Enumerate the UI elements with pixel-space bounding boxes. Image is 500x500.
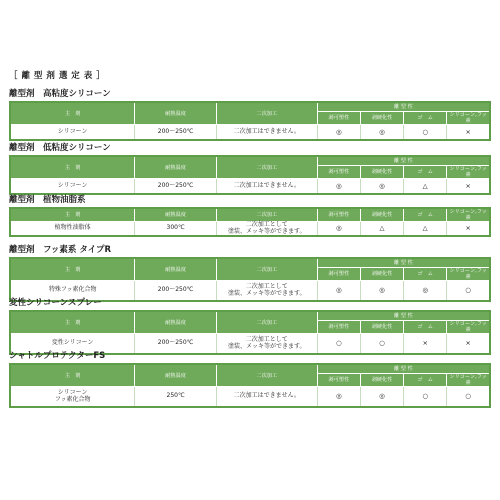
- col-temp: 耐熱温度: [135, 364, 217, 387]
- col-release-sub: 剥硬化性: [360, 268, 403, 281]
- spec-table: [9, 155, 491, 195]
- col-release-sub: 剥可塑性: [317, 112, 360, 125]
- mark-cell: ×: [447, 334, 490, 355]
- mark-cell: ×: [447, 222, 490, 237]
- mark-cell: ○: [317, 334, 360, 355]
- col-release-sub: 剥可塑性: [317, 321, 360, 334]
- base-cell: 特殊フッ素化合物: [10, 281, 135, 302]
- mark-cell: ◎: [317, 281, 360, 302]
- col-release-sub: 剥硬化性: [360, 112, 403, 125]
- mark-cell: ×: [404, 334, 447, 355]
- section-shuttle-protector-fs: [9, 349, 491, 408]
- mark-cell: ◎: [317, 222, 360, 237]
- col-base: 主 剤: [10, 208, 135, 222]
- section-heading: 離型剤 植物油脂系: [9, 195, 86, 205]
- table-row: [10, 387, 490, 408]
- col-base: 主 剤: [10, 156, 135, 179]
- section-fluorine-type-r: [9, 243, 491, 302]
- base-line: フッ素化合物: [54, 395, 91, 403]
- col-base: 主 剤: [10, 364, 135, 387]
- base-cell: シリコーン: [10, 179, 135, 195]
- col-release-sub: シリコーン,フッ素: [447, 321, 490, 334]
- col-release-sub: ゴ ム: [404, 321, 447, 334]
- col-release-group: 離 型 性: [317, 311, 490, 321]
- base-cell: [10, 387, 135, 408]
- header-row: [10, 258, 490, 268]
- section-heading: 離型剤 フッ素系 タイプR: [9, 245, 111, 255]
- secondary-line: 二次加工として: [245, 283, 288, 290]
- col-release-group: 離 型 性: [317, 258, 490, 268]
- spec-table: [9, 363, 491, 408]
- mark-cell: △: [404, 222, 447, 237]
- col-release-sub: 剥可塑性: [317, 268, 360, 281]
- col-release-group: 離 型 性: [317, 156, 490, 166]
- secondary-cell: 二次加工はできません。: [216, 179, 317, 195]
- secondary-cell: 二次加工はできません。: [216, 125, 317, 141]
- mark-cell: ◎: [360, 387, 403, 408]
- mark-cell: ◎: [360, 281, 403, 302]
- secondary-line: 塗装、メッキ等ができます。: [228, 342, 306, 350]
- col-release-group: 離 型 性: [317, 102, 490, 112]
- section-heading: シャトルプロテクターFS: [9, 351, 106, 361]
- temp-cell: 200～250℃: [135, 125, 217, 141]
- page-title: ［ 離 型 剤 選 定 表 ］: [9, 71, 106, 81]
- mark-cell: ◎: [360, 125, 403, 141]
- col-secondary: 二次加工: [216, 364, 317, 387]
- mark-cell: ◎: [317, 125, 360, 141]
- section-heading: 変性シリコーンスプレー: [9, 298, 102, 308]
- mark-cell: ○: [447, 387, 490, 408]
- secondary-line: 塗装、メッキ等ができます。: [228, 227, 306, 235]
- secondary-line: 二次加工として: [245, 221, 288, 228]
- mark-cell: ○: [360, 334, 403, 355]
- temp-cell: 200～250℃: [135, 179, 217, 195]
- secondary-line: 塗装、メッキ等ができます。: [228, 289, 306, 297]
- col-release-sub: ゴ ム: [404, 268, 447, 281]
- mark-cell: ◎: [360, 179, 403, 195]
- header-row: [10, 364, 490, 374]
- section-vegetable-oil: [9, 193, 491, 237]
- col-release-sub: 剥硬化性: [360, 374, 403, 387]
- base-cell: 植物性油脂体: [10, 222, 135, 237]
- col-release-sub: ゴ ム: [404, 208, 447, 222]
- section-high-viscosity-silicone: [9, 87, 491, 141]
- section-heading: 離型剤 低粘度シリコーン: [9, 143, 111, 153]
- mark-cell: ◎: [317, 179, 360, 195]
- mark-cell: ○: [447, 281, 490, 302]
- col-temp: 耐熱温度: [135, 208, 217, 222]
- spec-table: [9, 207, 491, 237]
- base-cell: 変性シリコーン: [10, 334, 135, 355]
- col-release-sub: シリコーン,フッ素: [447, 374, 490, 387]
- table-row: [10, 125, 490, 141]
- col-release-sub: シリコーン,フッ素: [447, 166, 490, 179]
- col-release-sub: シリコーン,フッ素: [447, 268, 490, 281]
- temp-cell: 200～250℃: [135, 281, 217, 302]
- header-row: [10, 102, 490, 112]
- section-heading: 離型剤 高粘度シリコーン: [9, 89, 111, 99]
- mark-cell: △: [360, 222, 403, 237]
- temp-cell: 300℃: [135, 222, 217, 237]
- secondary-cell: 二次加工はできません。: [216, 387, 317, 408]
- col-secondary: 二次加工: [216, 208, 317, 222]
- secondary-cell: [216, 222, 317, 237]
- table-row: [10, 179, 490, 195]
- header-row: [10, 311, 490, 321]
- col-secondary: 二次加工: [216, 258, 317, 281]
- col-release-sub: 剥硬化性: [360, 321, 403, 334]
- col-release-group: 離 型 性: [317, 364, 490, 374]
- col-temp: 耐熱温度: [135, 311, 217, 334]
- temp-cell: 250℃: [135, 387, 217, 408]
- col-base: 主 剤: [10, 258, 135, 281]
- col-release-sub: 剥可塑性: [317, 208, 360, 222]
- col-release-sub: 剥可塑性: [317, 166, 360, 179]
- base-cell: シリコーン: [10, 125, 135, 141]
- header-row: [10, 208, 490, 222]
- col-secondary: 二次加工: [216, 102, 317, 125]
- col-secondary: 二次加工: [216, 311, 317, 334]
- header-row: [10, 156, 490, 166]
- mark-cell: ◎: [404, 281, 447, 302]
- spec-table: [9, 101, 491, 141]
- col-release-sub: シリコーン,フッ素: [447, 208, 490, 222]
- section-modified-silicone-spray: [9, 296, 491, 355]
- section-low-viscosity-silicone: [9, 141, 491, 195]
- col-release-sub: 剥硬化性: [360, 166, 403, 179]
- base-line: シリコーン: [57, 389, 88, 396]
- col-release-sub: 剥硬化性: [360, 208, 403, 222]
- col-temp: 耐熱温度: [135, 156, 217, 179]
- col-release-sub: 剥可塑性: [317, 374, 360, 387]
- col-release-sub: シリコーン,フッ素: [447, 112, 490, 125]
- mark-cell: ×: [447, 179, 490, 195]
- col-release-sub: ゴ ム: [404, 374, 447, 387]
- col-base: 主 剤: [10, 102, 135, 125]
- secondary-line: 二次加工として: [245, 336, 288, 343]
- col-release-sub: ゴ ム: [404, 112, 447, 125]
- col-base: 主 剤: [10, 311, 135, 334]
- col-secondary: 二次加工: [216, 156, 317, 179]
- mark-cell: ○: [404, 387, 447, 408]
- mark-cell: ○: [404, 125, 447, 141]
- col-temp: 耐熱温度: [135, 102, 217, 125]
- mark-cell: ◎: [317, 387, 360, 408]
- col-release-sub: ゴ ム: [404, 166, 447, 179]
- table-row: [10, 222, 490, 237]
- mark-cell: ×: [447, 125, 490, 141]
- mark-cell: △: [404, 179, 447, 195]
- col-temp: 耐熱温度: [135, 258, 217, 281]
- temp-cell: 200～250℃: [135, 334, 217, 355]
